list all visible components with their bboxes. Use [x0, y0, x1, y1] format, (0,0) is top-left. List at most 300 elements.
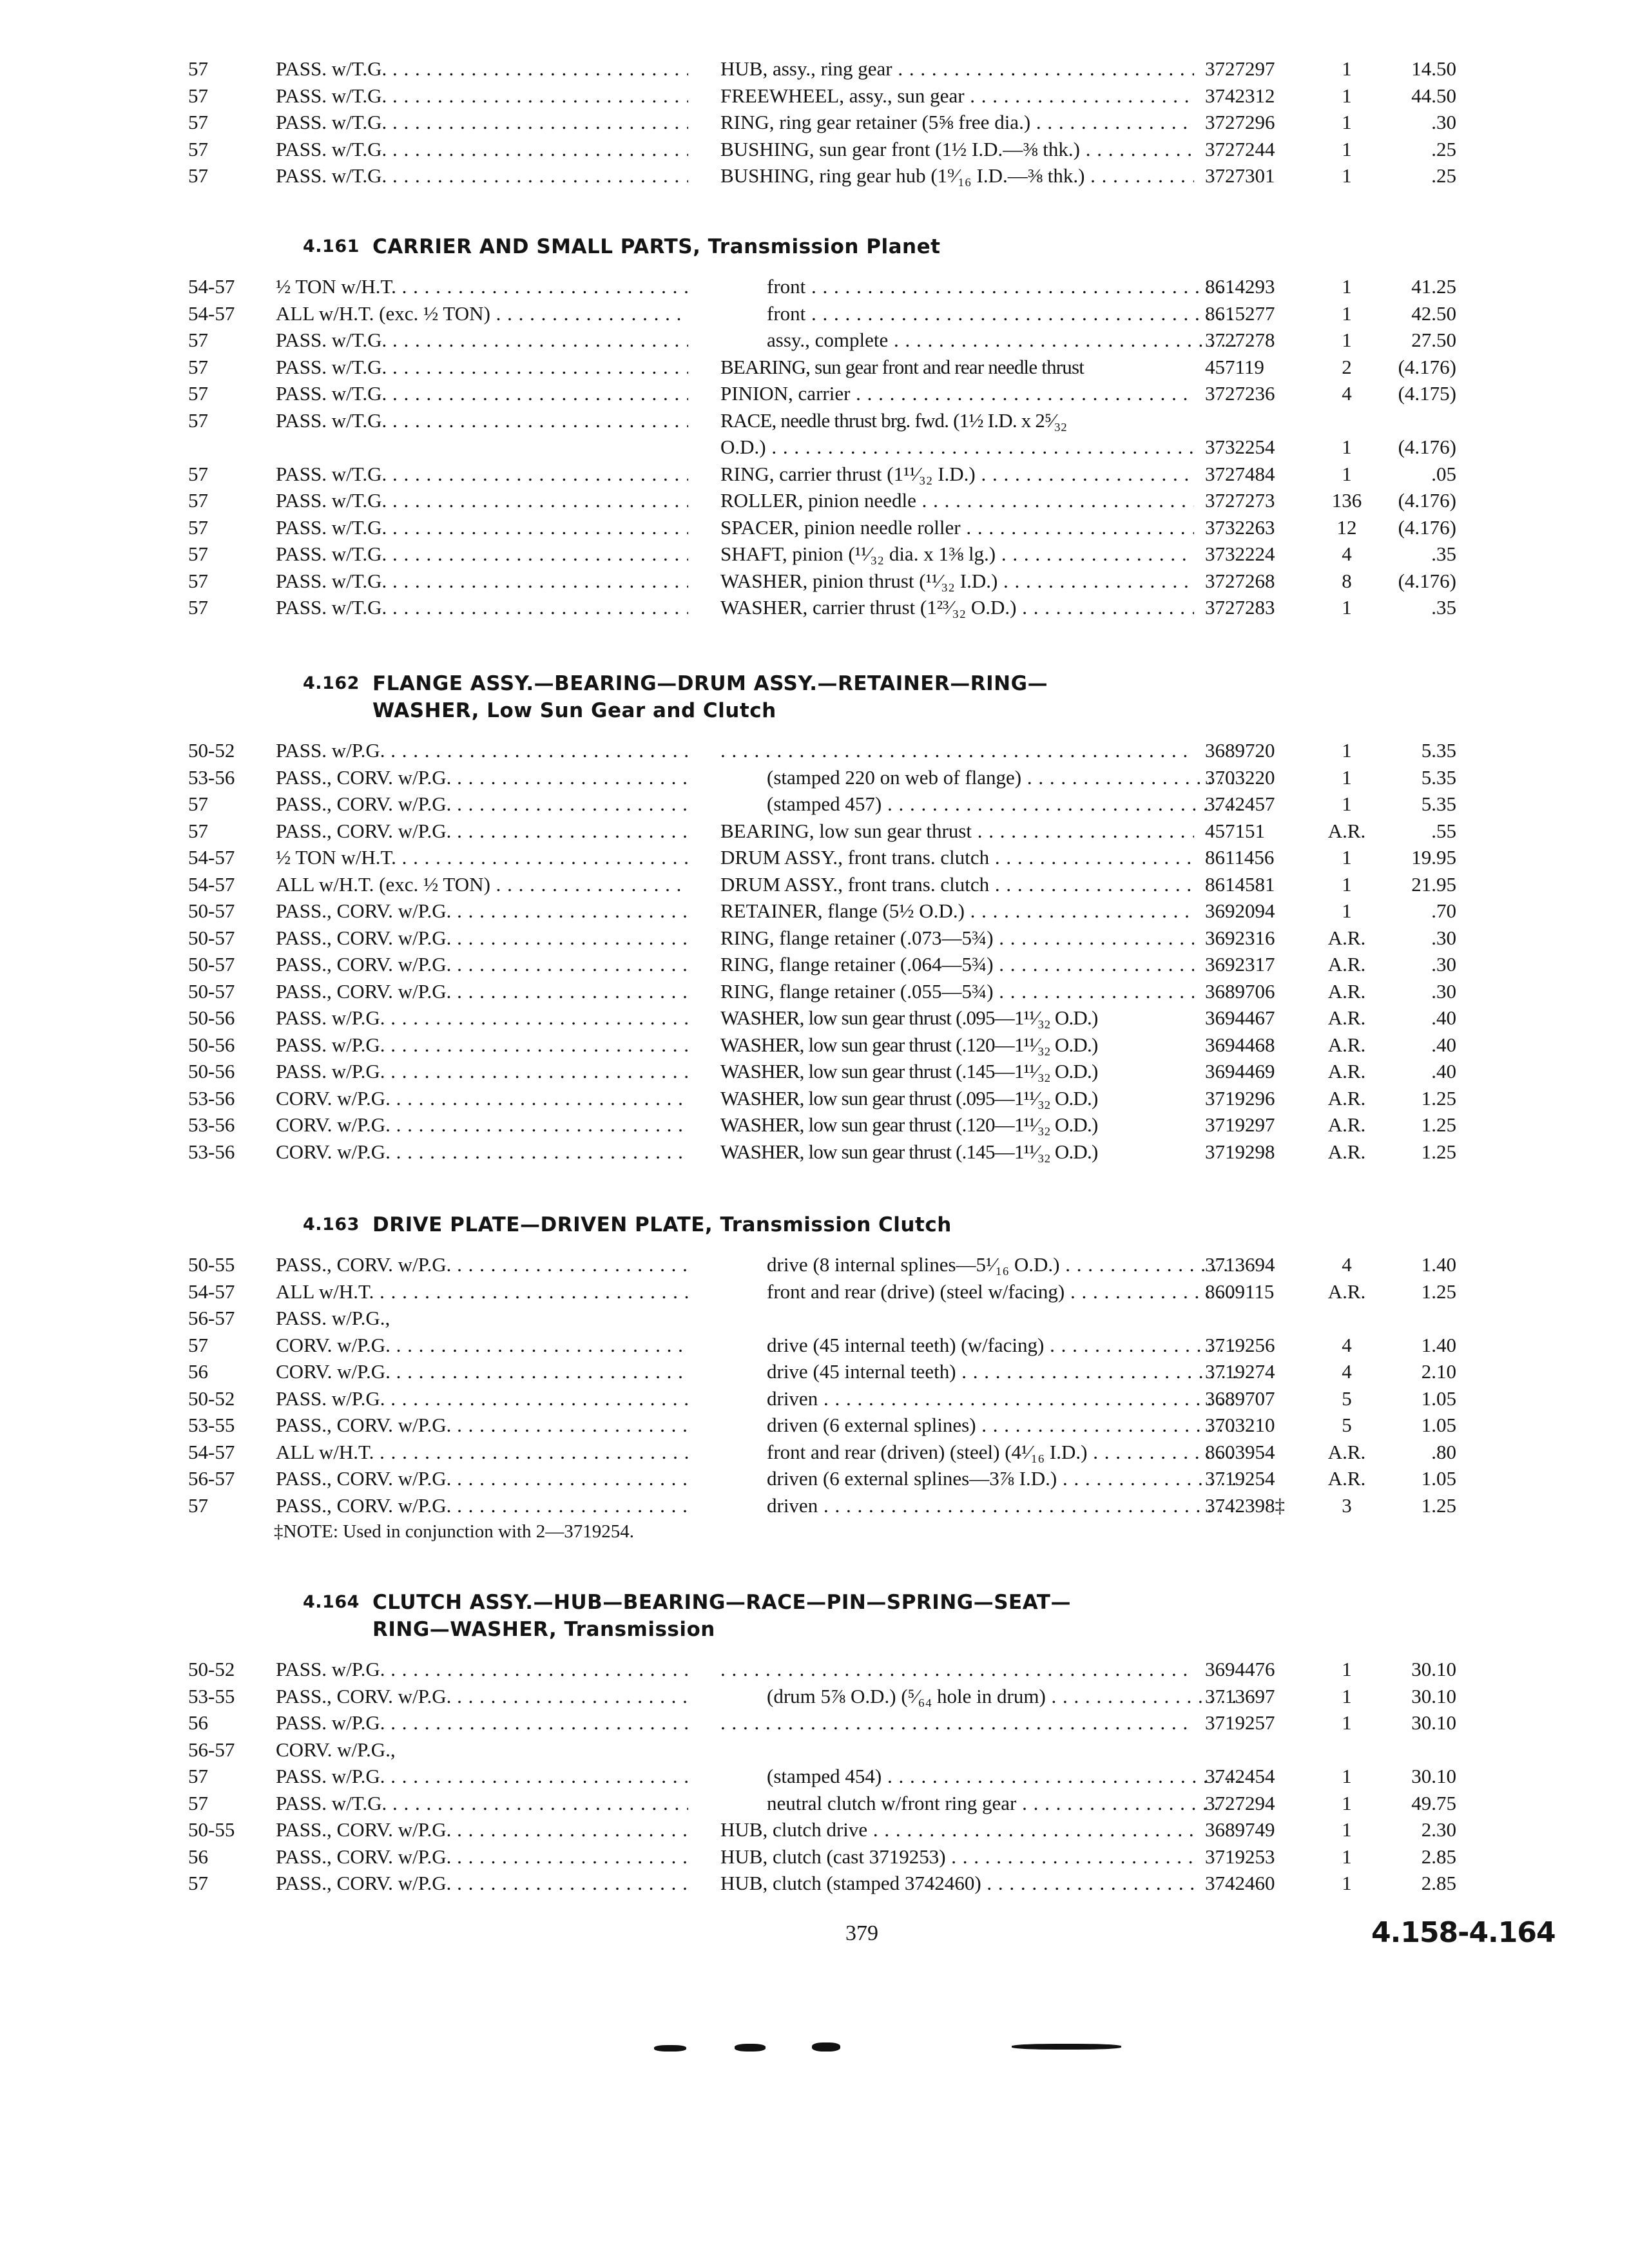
model-year: 57	[188, 408, 208, 432]
part-number: 3713694	[1205, 1253, 1275, 1276]
description-text: DRUM ASSY., front trans. clutch . . .	[720, 844, 1194, 871]
model-year: 57	[188, 819, 208, 842]
application-text: PASS. w/T.G. . . .	[276, 327, 688, 354]
price: .30	[1431, 953, 1456, 975]
price: 41.25	[1411, 275, 1456, 298]
price: .70	[1431, 899, 1456, 922]
description-text: SPACER, pinion needle roller . . .	[720, 514, 1194, 541]
description-text: (stamped 457) . . .	[767, 791, 1240, 818]
table-row	[0, 273, 1629, 300]
section-header	[0, 1211, 1629, 1238]
section-number: 4.164	[303, 1592, 360, 1612]
application	[276, 737, 688, 764]
application	[276, 1465, 688, 1492]
quantity: A.R.	[1327, 1467, 1366, 1490]
quantity: A.R.	[1327, 979, 1366, 1003]
application-text: PASS., CORV. w/P.G. . . .	[276, 1816, 688, 1843]
application	[276, 1358, 688, 1385]
application	[276, 1251, 688, 1278]
description	[720, 1032, 1194, 1059]
part-number: 3692094	[1205, 899, 1275, 922]
part-number: 3732254	[1205, 436, 1275, 458]
footnote: ‡NOTE: Used in conjunction with 2—3719254.	[274, 1521, 635, 1542]
part-number: 3727273	[1205, 489, 1275, 512]
price: 2.85	[1421, 1872, 1456, 1894]
model-year: 57	[188, 596, 208, 619]
quantity: A.R.	[1327, 953, 1366, 975]
description-text: HUB, clutch drive . . .	[720, 1816, 1194, 1843]
part-number: 3692317	[1205, 953, 1275, 975]
table-row	[0, 1085, 1629, 1112]
application	[276, 514, 688, 541]
part-number: 3703220	[1205, 765, 1275, 789]
application	[276, 1790, 688, 1817]
model-year: 57	[188, 57, 208, 80]
description	[720, 925, 1194, 952]
application	[276, 461, 688, 488]
description	[720, 764, 1240, 791]
price: .40	[1431, 1006, 1456, 1029]
model-year: 57	[188, 1765, 208, 1787]
application	[276, 487, 688, 514]
quantity: A.R.	[1327, 1006, 1366, 1029]
part-number: 457119	[1205, 355, 1264, 378]
application	[276, 1332, 688, 1359]
description-text: (stamped 454) . . .	[767, 1763, 1240, 1790]
application-text: PASS., CORV. w/P.G. . . .	[276, 951, 688, 978]
price: 1.40	[1421, 1253, 1456, 1276]
table-row	[0, 1332, 1629, 1359]
table-row	[0, 1139, 1629, 1166]
section-title-cont: RING—WASHER, Transmission	[372, 1618, 715, 1641]
model-year: 50-57	[188, 979, 235, 1003]
application	[276, 327, 688, 354]
part-number: 3727294	[1205, 1791, 1275, 1814]
model-year: 54-57	[188, 846, 235, 869]
table-row	[0, 1111, 1629, 1139]
description-text: assy., complete . . .	[767, 327, 1240, 354]
quantity: 1	[1342, 302, 1352, 325]
description-text: drive (8 internal splines—5¹⁄₁₆ O.D.) . . .	[767, 1251, 1240, 1278]
model-year: 57	[188, 489, 208, 512]
description	[720, 109, 1194, 136]
part-number: 3727236	[1205, 382, 1275, 405]
table-row	[0, 487, 1629, 514]
price: .30	[1431, 111, 1456, 133]
description-text: driven . . .	[767, 1385, 1240, 1412]
description	[720, 1251, 1240, 1278]
model-year: 57	[188, 515, 208, 539]
part-number: 3689720	[1205, 739, 1275, 762]
part-number: 8603954	[1205, 1440, 1275, 1463]
price: .30	[1431, 979, 1456, 1003]
part-number: 3719298	[1205, 1140, 1275, 1163]
section-4-163	[0, 1211, 1629, 1544]
description	[720, 1656, 1194, 1683]
description-text: front . . .	[767, 300, 1240, 327]
price: .30	[1431, 926, 1456, 949]
price: 14.50	[1411, 57, 1456, 80]
section-number: 4.161	[303, 236, 360, 256]
application	[276, 978, 688, 1005]
description	[720, 898, 1194, 925]
description	[720, 1439, 1240, 1466]
description-text: HUB, clutch (cast 3719253) . . .	[720, 1843, 1194, 1870]
application-text: PASS. w/T.G. . . .	[276, 1790, 688, 1817]
application	[276, 1709, 688, 1736]
application-text: PASS. w/P.G. . . .	[276, 737, 688, 764]
application-text: PASS., CORV. w/P.G. . . .	[276, 1465, 688, 1492]
quantity: 1	[1342, 462, 1352, 485]
application	[276, 594, 688, 621]
application-text: PASS. w/T.G. . . .	[276, 514, 688, 541]
part-number: 3732224	[1205, 543, 1275, 565]
price: 1.05	[1421, 1467, 1456, 1490]
part-number: 3694468	[1205, 1033, 1275, 1056]
table-row	[0, 1870, 1629, 1897]
application	[276, 1736, 688, 1763]
quantity: 1	[1342, 137, 1352, 160]
price: .80	[1431, 1440, 1456, 1463]
application-text: ½ TON w/H.T. . . .	[276, 844, 688, 871]
part-number: 3727297	[1205, 57, 1275, 80]
application-text: ALL w/H.T. (exc. ½ TON) . . .	[276, 300, 688, 327]
part-number: 3692316	[1205, 926, 1275, 949]
quantity: 1	[1342, 84, 1352, 107]
description-text: drive (45 internal teeth) . . .	[767, 1358, 1240, 1385]
application-text: PASS., CORV. w/P.G. . . .	[276, 818, 688, 845]
table-row	[0, 1709, 1629, 1736]
description-text: DRUM ASSY., front trans. clutch . . .	[720, 871, 1194, 898]
section-title: CARRIER AND SMALL PARTS, Transmission Planet	[372, 235, 941, 258]
description-text: front . . .	[767, 273, 1240, 300]
application-text: PASS. w/P.G. . . .	[276, 1032, 688, 1059]
model-year: 50-57	[188, 899, 235, 922]
description	[720, 514, 1194, 541]
scan-smudge	[735, 2044, 766, 2052]
application	[276, 1278, 688, 1305]
description	[720, 354, 1194, 381]
quantity: 1	[1342, 739, 1352, 762]
table-row	[0, 461, 1629, 488]
table-row	[0, 434, 1629, 461]
quantity: 1	[1342, 436, 1352, 458]
part-number: 3742454	[1205, 1765, 1275, 1787]
description	[720, 978, 1194, 1005]
description-text: WASHER, low sun gear thrust (.145—1¹¹⁄₃₂ O.D.)	[720, 1140, 1098, 1163]
application-text: PASS. w/T.G. . . .	[276, 162, 688, 189]
description	[720, 82, 1194, 110]
description-text: RING, ring gear retainer (5⅝ free dia.) . . .	[720, 109, 1194, 136]
application	[276, 273, 688, 300]
description	[720, 162, 1194, 189]
table-row	[0, 55, 1629, 82]
quantity: 1	[1342, 872, 1352, 896]
application-text: PASS., CORV. w/P.G. . . .	[276, 1870, 688, 1897]
model-year: 57	[188, 569, 208, 592]
application-text: PASS., CORV. w/P.G. . . .	[276, 925, 688, 952]
application	[276, 1305, 688, 1332]
description-text: FREEWHEEL, assy., sun gear . . .	[720, 82, 1194, 110]
description-text: HUB, assy., ring gear . . .	[720, 55, 1194, 82]
application	[276, 380, 688, 407]
section-number: 4.163	[303, 1215, 360, 1235]
description-text: ROLLER, pinion needle . . .	[720, 487, 1194, 514]
model-year: 54-57	[188, 1280, 235, 1303]
quantity: 1	[1342, 57, 1352, 80]
application-text: PASS. w/P.G. . . .	[276, 1763, 688, 1790]
model-year: 50-56	[188, 1060, 235, 1082]
description	[720, 1139, 1194, 1166]
model-year: 50-57	[188, 953, 235, 975]
application-text: PASS., CORV. w/P.G. . . .	[276, 1683, 688, 1710]
section-number: 4.162	[303, 673, 360, 693]
part-number: 3719253	[1205, 1845, 1275, 1868]
description-text: O.D.) . . .	[720, 434, 1194, 461]
table-row	[0, 1251, 1629, 1278]
application-text: PASS. w/T.G. . . .	[276, 407, 688, 434]
table-row	[0, 737, 1629, 764]
quantity: 3	[1342, 1494, 1352, 1517]
application-text: PASS. w/P.G. . . .	[276, 1058, 688, 1085]
table-row	[0, 1683, 1629, 1710]
application-text: PASS. w/P.G. . . .	[276, 1656, 688, 1683]
quantity: 1	[1342, 899, 1352, 922]
description	[720, 273, 1240, 300]
application	[276, 844, 688, 871]
application-text: ½ TON w/H.T. . . .	[276, 273, 688, 300]
quantity: 4	[1342, 1253, 1352, 1276]
application-text: ALL w/H.T. . . .	[276, 1278, 688, 1305]
price: (4.176)	[1398, 355, 1456, 378]
price: 30.10	[1411, 1765, 1456, 1787]
description	[720, 844, 1194, 871]
part-number: 3732263	[1205, 515, 1275, 539]
description	[720, 1870, 1194, 1897]
quantity: 1	[1342, 1765, 1352, 1787]
table-row	[0, 1736, 1629, 1763]
description	[720, 1843, 1194, 1870]
application	[276, 1816, 688, 1843]
part-number: 8615277	[1205, 302, 1275, 325]
application	[276, 925, 688, 952]
model-year: 57	[188, 1791, 208, 1814]
application	[276, 55, 688, 82]
application	[276, 1439, 688, 1466]
application-text: CORV. w/P.G. . . .	[276, 1358, 688, 1385]
price: 5.35	[1421, 765, 1456, 789]
model-year: 50-56	[188, 1033, 235, 1056]
description	[720, 1492, 1240, 1519]
table-row	[0, 764, 1629, 791]
price: 49.75	[1411, 1791, 1456, 1814]
model-year: 54-57	[188, 302, 235, 325]
price: 1.05	[1421, 1387, 1456, 1410]
description-text: HUB, clutch (stamped 3742460) . . .	[720, 1870, 1194, 1897]
description	[720, 1412, 1240, 1439]
application	[276, 1843, 688, 1870]
application	[276, 1763, 688, 1790]
part-number: 3694476	[1205, 1658, 1275, 1680]
quantity: A.R.	[1327, 1060, 1366, 1082]
table-row	[0, 136, 1629, 163]
price: 44.50	[1411, 84, 1456, 107]
table-row	[0, 951, 1629, 978]
model-year: 53-55	[188, 1684, 235, 1707]
part-number: 3727244	[1205, 137, 1275, 160]
description	[720, 568, 1194, 595]
description-text: WASHER, low sun gear thrust (.120—1¹¹⁄₃₂ O.D.)	[720, 1033, 1098, 1056]
application	[276, 136, 688, 163]
description-text: WASHER, low sun gear thrust (.095—1¹¹⁄₃₂ O.D.)	[720, 1006, 1098, 1029]
application	[276, 1139, 688, 1166]
application	[276, 791, 688, 818]
model-year: 50-55	[188, 1253, 235, 1276]
price: 30.10	[1411, 1684, 1456, 1707]
application-text: CORV. w/P.G. . . .	[276, 1085, 688, 1112]
model-year: 54-57	[188, 872, 235, 896]
price: 19.95	[1411, 846, 1456, 869]
price: (4.176)	[1398, 436, 1456, 458]
page-number: 379	[845, 1921, 878, 1945]
application-text: PASS. w/T.G. . . .	[276, 136, 688, 163]
part-number: 3713697	[1205, 1684, 1275, 1707]
quantity: 1	[1342, 329, 1352, 351]
quantity: 1	[1342, 1845, 1352, 1868]
description-text: WASHER, low sun gear thrust (.095—1¹¹⁄₃₂ O.D.)	[720, 1086, 1098, 1110]
model-year: 50-52	[188, 1387, 235, 1410]
description-text	[720, 1656, 1194, 1683]
quantity: 1	[1342, 275, 1352, 298]
model-year: 54-57	[188, 1440, 235, 1463]
price: (4.176)	[1398, 515, 1456, 539]
price: .25	[1431, 137, 1456, 160]
description	[720, 951, 1194, 978]
application	[276, 300, 688, 327]
section-4-164	[0, 1589, 1629, 1897]
description-text: RING, flange retainer (.064—5¾) . . .	[720, 951, 1194, 978]
model-year: 57	[188, 355, 208, 378]
description	[720, 1385, 1240, 1412]
application	[276, 1870, 688, 1897]
description	[720, 541, 1194, 568]
application	[276, 871, 688, 898]
description	[720, 594, 1194, 621]
table-row	[0, 1058, 1629, 1085]
table-row	[0, 1004, 1629, 1032]
application-text: PASS., CORV. w/P.G. . . .	[276, 1843, 688, 1870]
part-number: 3694469	[1205, 1060, 1275, 1082]
application	[276, 162, 688, 189]
model-year: 56	[188, 1711, 208, 1734]
part-number: 3719256	[1205, 1333, 1275, 1356]
part-number: 3719254	[1205, 1467, 1275, 1490]
description	[720, 1332, 1240, 1359]
section-header	[0, 233, 1629, 260]
description-text: BEARING, low sun gear thrust . . .	[720, 818, 1194, 845]
part-number: 3689749	[1205, 1818, 1275, 1841]
description-text	[720, 737, 1194, 764]
description	[720, 300, 1240, 327]
part-number: 3742312	[1205, 84, 1275, 107]
model-year: 53-56	[188, 1113, 235, 1136]
price: 21.95	[1411, 872, 1456, 896]
application-text: ALL w/H.T. (exc. ½ TON) . . .	[276, 871, 688, 898]
description-text: driven (6 external splines) . . .	[767, 1412, 1240, 1439]
table-row	[0, 354, 1629, 381]
scan-smudge	[654, 2045, 686, 2052]
description	[720, 1278, 1240, 1305]
price: 2.10	[1421, 1360, 1456, 1383]
table-row	[0, 871, 1629, 898]
part-number: 8611456	[1205, 846, 1275, 869]
description	[720, 1763, 1240, 1790]
part-number: 3742460	[1205, 1872, 1275, 1894]
model-year: 50-52	[188, 1658, 235, 1680]
table-row	[0, 978, 1629, 1005]
description	[720, 407, 1194, 434]
description	[720, 55, 1194, 82]
application-text: PASS. w/T.G. . . .	[276, 487, 688, 514]
price: 27.50	[1411, 329, 1456, 351]
table-row	[0, 1492, 1629, 1519]
section-title: DRIVE PLATE—DRIVEN PLATE, Transmission Clutch	[372, 1213, 952, 1236]
quantity: 4	[1342, 1333, 1352, 1356]
part-number: 3719274	[1205, 1360, 1275, 1383]
quantity: A.R.	[1327, 819, 1366, 842]
quantity: 1	[1342, 1818, 1352, 1841]
table-row	[0, 162, 1629, 189]
application	[276, 1032, 688, 1059]
model-year: 57	[188, 137, 208, 160]
application	[276, 1492, 688, 1519]
description-text: RACE, needle thrust brg. fwd. (1½ I.D. x 2⁵⁄₃₂	[720, 408, 1067, 432]
price: 2.30	[1421, 1818, 1456, 1841]
section-title: CLUTCH ASSY.—HUB—BEARING—RACE—PIN—SPRING—SEAT—	[372, 1591, 1071, 1614]
model-year: 50-56	[188, 1006, 235, 1029]
part-number: 3727484	[1205, 462, 1275, 485]
price: 1.25	[1421, 1494, 1456, 1517]
application-text: PASS. w/T.G. . . .	[276, 594, 688, 621]
description-text: RING, flange retainer (.073—5¾) . . .	[720, 925, 1194, 952]
model-year: 54-57	[188, 275, 235, 298]
continued-rows	[0, 55, 1629, 189]
description-text: drive (45 internal teeth) (w/facing) . . .	[767, 1332, 1240, 1359]
model-year: 50-52	[188, 739, 235, 762]
description	[720, 737, 1194, 764]
description-text: BEARING, sun gear front and rear needle thrust	[720, 355, 1084, 378]
table-row	[0, 82, 1629, 110]
quantity: 4	[1342, 543, 1352, 565]
application-text: PASS., CORV. w/P.G. . . .	[276, 1492, 688, 1519]
price: .05	[1431, 462, 1456, 485]
quantity: 1	[1342, 1872, 1352, 1894]
model-year: 57	[188, 1333, 208, 1356]
part-number: 3727278	[1205, 329, 1275, 351]
quantity: A.R.	[1327, 1086, 1366, 1110]
application	[276, 951, 688, 978]
model-year: 53-56	[188, 765, 235, 789]
section-header	[0, 670, 1629, 724]
price: 1.40	[1421, 1333, 1456, 1356]
scan-smudge	[1012, 2044, 1121, 2050]
section-header	[0, 1589, 1629, 1643]
description	[720, 1709, 1194, 1736]
quantity: A.R.	[1327, 1440, 1366, 1463]
table-row	[0, 791, 1629, 818]
table-row	[0, 109, 1629, 136]
application	[276, 109, 688, 136]
